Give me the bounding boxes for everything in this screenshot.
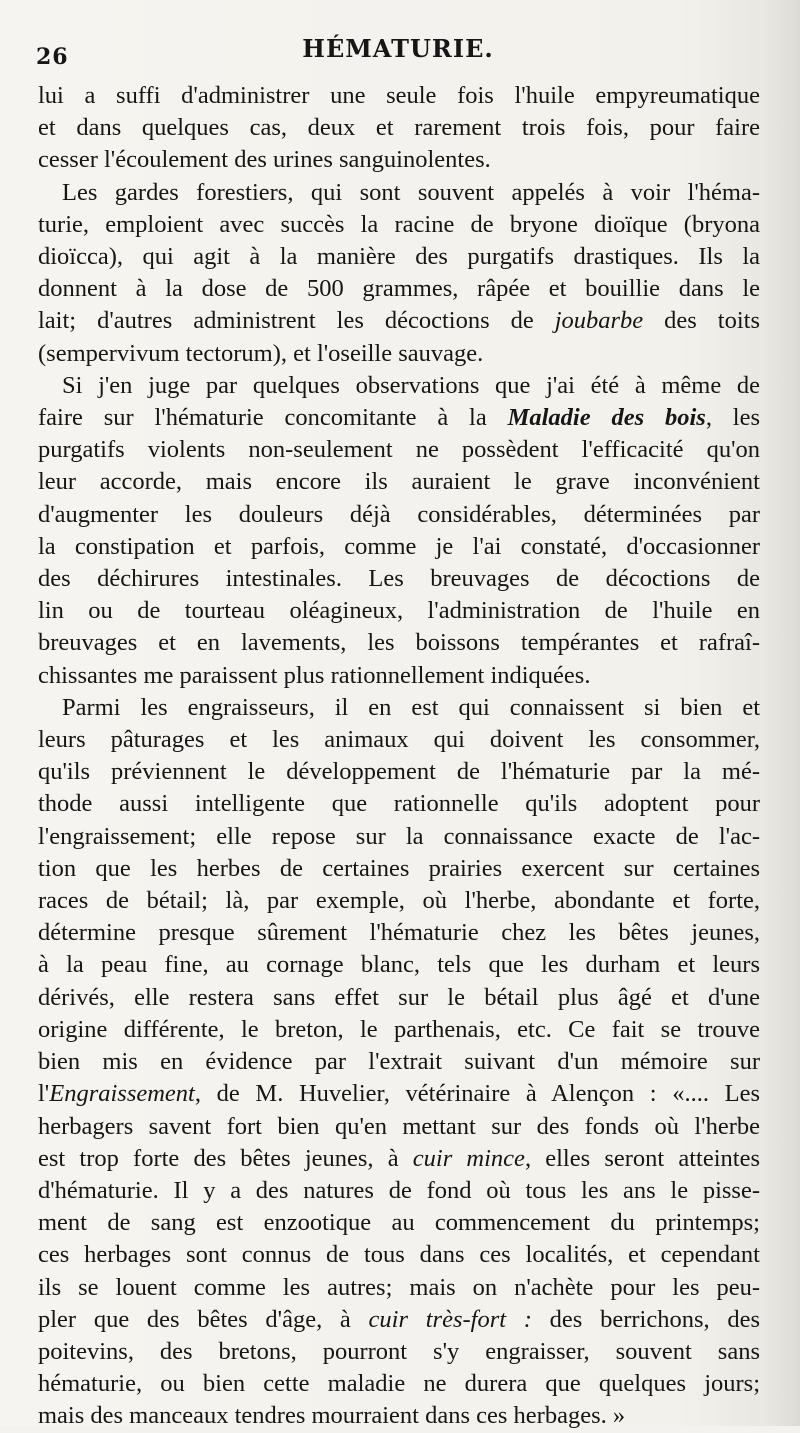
text-line: lin ou de tourteau oléagineux, l'administration de l'huile en — [38, 597, 760, 625]
text-line: à la peau fine, au cornage blanc, tels que les durham et leurs — [38, 951, 760, 979]
text-line: ces herbages sont connus de tous dans ces localités, et cependant — [38, 1241, 760, 1269]
paragraph-2 — [38, 177, 760, 370]
text-line — [38, 1304, 760, 1336]
paragraph-4 — [38, 692, 760, 1433]
text-line — [38, 1143, 760, 1175]
text-segment: des berrichons, des — [531, 1305, 760, 1333]
paragraph-3 — [38, 370, 760, 692]
italic-term: cuir mince — [412, 1144, 525, 1172]
text-line: qu'ils préviennent le développement de l'hématurie par la mé- — [38, 758, 760, 786]
page-header — [36, 34, 760, 80]
text-segment: faire sur l'hématurie concomitante à la — [38, 404, 508, 432]
text-segment: , elles seront atteintes — [524, 1144, 761, 1172]
text-line: leurs pâturages et les animaux qui doivent les consommer, — [38, 726, 760, 754]
text-line: thode aussi intelligente que rationnelle qu'ils adoptent pour — [38, 790, 760, 818]
text-line: ils se louent comme les autres; mais on n'achète pour les peu- — [38, 1273, 760, 1301]
text-line: chissantes me paraissent plus rationnellement indiquées. — [38, 661, 591, 689]
running-head: HÉMATURIE. — [302, 34, 494, 63]
text-line: et dans quelques cas, deux et rarement trois fois, pour faire — [38, 114, 760, 142]
text-line — [38, 305, 760, 337]
text-line: mais des manceaux tendres mourraient dans ces herbages. » — [38, 1402, 626, 1430]
paragraph-1 — [38, 80, 760, 177]
text-segment: des toits — [643, 307, 760, 335]
italic-term: Engraissement — [49, 1080, 195, 1108]
italic-term: Maladie des bois — [507, 404, 706, 432]
italic-term: joubarbe — [554, 307, 644, 335]
text-line: bien mis en évidence par l'extrait suivant d'un mémoire sur — [38, 1048, 760, 1076]
text-line: dérivés, elle restera sans effet sur le bétail plus âgé et d'une — [38, 983, 760, 1011]
text-line: cesser l'écoulement des urines sanguinolentes. — [38, 146, 491, 174]
text-line: tion que les herbes de certaines prairies exercent sur certaines — [38, 854, 760, 882]
text-line: breuvages et en lavements, les boissons tempérantes et rafraî- — [38, 629, 760, 657]
text-line: races de bétail; là, par exemple, où l'herbe, abondante et forte, — [38, 887, 760, 915]
text-segment: , de M. Huvelier, vétérinaire à Alençon : «.... Les — [194, 1080, 760, 1108]
text-line: détermine presque sûrement l'hématurie chez les bêtes jeunes, — [38, 919, 760, 947]
text-line: Les gardes forestiers, qui sont souvent appelés à voir l'héma- — [62, 178, 760, 206]
text-line: turie, emploient avec succès la racine de bryone dioïque (bryona — [38, 210, 760, 238]
text-line: d'augmenter les douleurs déjà considérables, déterminées par — [38, 500, 760, 528]
text-line: purgatifs violents non-seulement ne possèdent l'efficacité qu'on — [38, 436, 760, 464]
text-line: Si j'en juge par quelques observations que j'ai été à même de — [62, 371, 760, 399]
text-line: (sempervivum tectorum), et l'oseille sauvage. — [38, 339, 484, 367]
text-line: lui a suffi d'administrer une seule fois l'huile empyreumatique — [38, 82, 760, 109]
text-line: ment de sang est enzootique au commencement du printemps; — [38, 1209, 760, 1237]
text-line: poitevins, des bretons, pourront s'y engraisser, souvent sans — [38, 1337, 760, 1365]
text-line: Parmi les engraisseurs, il en est qui connaissent si bien et — [62, 693, 760, 721]
text-segment: , les — [705, 404, 760, 432]
text-line: d'hématurie. Il y a des natures de fond où tous les ans le pisse- — [38, 1176, 760, 1204]
italic-term: cuir très-fort : — [368, 1305, 532, 1333]
text-line: hématurie, ou bien cette maladie ne durera que quelques jours; — [38, 1370, 760, 1398]
text-line — [38, 1078, 760, 1110]
text-line: la constipation et parfois, comme je l'ai constaté, d'occasionner — [38, 532, 760, 560]
text-line: leur accorde, mais encore ils auraient le grave inconvénient — [38, 468, 760, 496]
text-line: dioïcca), qui agit à la manière des purgatifs drastiques. Ils la — [38, 243, 760, 271]
text-line: des déchirures intestinales. Les breuvages de décoctions de — [38, 565, 760, 593]
text-segment: est trop forte des bêtes jeunes, à — [38, 1144, 413, 1172]
page-number: 26 — [36, 44, 69, 70]
text-segment: lait; d'autres administrent les décoctions de — [38, 307, 555, 335]
text-line: donnent à la dose de 500 grammes, râpée et bouillie dans le — [38, 275, 760, 303]
body-text — [38, 80, 760, 1433]
text-line: origine différente, le breton, le parthenais, etc. Ce fait se trouve — [38, 1015, 760, 1043]
text-line: l'engraissement; elle repose sur la connaissance exacte de l'ac- — [38, 822, 760, 850]
text-line: herbagers savent fort bien qu'en mettant sur des fonds où l'herbe — [38, 1112, 760, 1140]
text-segment: pler que des bêtes d'âge, à — [38, 1305, 369, 1333]
text-line — [38, 402, 760, 434]
text-segment: l' — [38, 1080, 50, 1108]
